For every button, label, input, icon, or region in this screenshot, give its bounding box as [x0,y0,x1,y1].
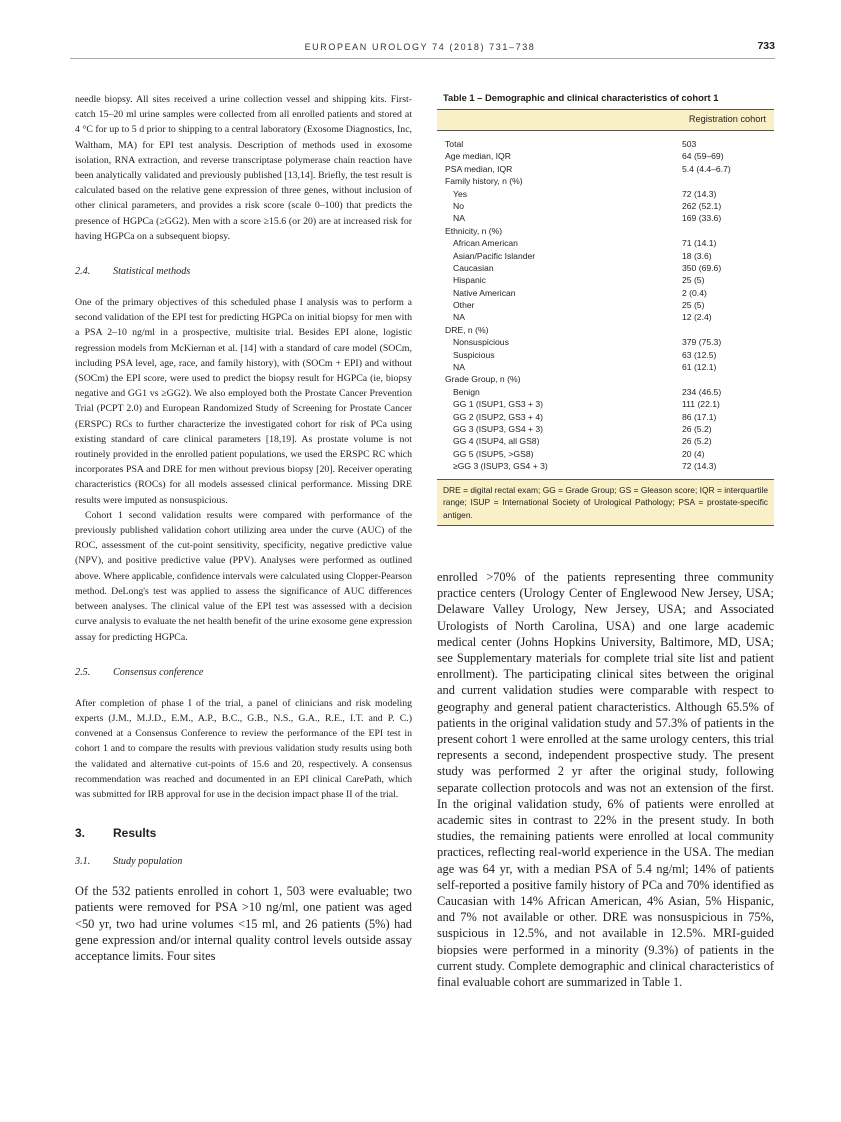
table-row [437,386,774,398]
table-row [437,448,774,460]
table-row [437,188,774,200]
section-2-4-heading [75,266,412,277]
table-row-value: 350 (69.6) [682,262,722,273]
table-row-label: Native American [453,287,516,298]
table-row-label: GG 4 (ISUP4, all GS8) [453,436,540,447]
running-header-journal: EUROPEAN UROLOGY 74 (2018) 731–738 [304,42,536,52]
table-row [437,349,774,361]
table-row-label: Caucasian [453,262,494,273]
statistical-methods-paragraph-1: One of the primary objectives of this scheduled phase I analysis was to perform a second validation of the EPI test for predicting HGPCa on initial biopsy for men with a PSA 2–10 ng/ml in a prospective, multisite trial. Besides EPI alone, logistic regression models from McKiernan et al. [14] with a standard of care model (SOCm, including PSA level, age, race, and family history), with (SOCm + EPI) and without (SOCm) the EPI score, were used to predict the biopsy result for HGPCa (ie, biopsy negative and GG1 vs ≥GG2). We also employed both the Prostate Cancer Prevention Trial (PCPT 2.0) and European Randomized Study of Screening for Prostate Cancer (ERSPC) RCs to further characterize the investigated cohort for risk of PCa using existing standard of care clinical parameters [18,19]. As prostate volume is not routinely provided in the enrolled patient populations, we used the ERSPC RC which incorporates PSA and DRE for men without previous biopsy [20]. Receiver operating characteristics (ROCs) for all models assessed clinical performance. Missing DRE results were imputed as nonsuspicious. [75,297,412,506]
table-row [437,237,774,249]
table-row-value: 234 (46.5) [682,386,722,397]
section-title: Results [113,826,157,841]
table-row-value: 262 (52.1) [682,200,722,211]
table-row-value: 63 (12.5) [682,349,717,360]
table-row-value: 26 (5.2) [682,423,712,434]
section-title: Study population [113,856,183,868]
table-row-label: Benign [453,386,480,397]
table-row-label: Suspicious [453,349,495,360]
header-divider [70,58,775,59]
table-row [437,150,774,162]
table-row-value: 12 (2.4) [682,312,712,323]
table-row [437,336,774,348]
table-row-label: NA [453,213,465,224]
table-row [437,163,774,175]
section-number: 2.5. [75,666,91,678]
section-number: 3. [75,826,86,841]
table-row-value: 72 (14.3) [682,461,717,472]
section-title: Consensus conference [113,666,204,678]
table-row-label: GG 2 (ISUP2, GS3 + 4) [453,411,544,422]
table-row [437,200,774,212]
table-row [437,373,774,385]
table-row-label: ≥GG 3 (ISUP3, GS4 + 3) [453,461,548,472]
table-row-value: 2 (0.4) [682,287,707,298]
table-row [437,299,774,311]
table-row-label: Age median, IQR [445,151,511,162]
table-row-value: 18 (3.6) [682,250,712,261]
table-row-value: 71 (14.1) [682,238,717,249]
statistical-methods-paragraph-2: Cohort 1 second validation results were compared with performance of the previously published validation cohort utilizing area under the curve (AUC) of the ROC, assessment of the cut-point sensitivity, specificity, negative predictive value (NPV), and positive predictive value (PPV). Analyses were performed as outlined above. Where applicable, confidence intervals were calculated using Clopper-Pearson method. DeLong's test was applied to assess the significance of AUC differences between analyses. The clinical value of the EPI test was assessed with a decision curve analysis to evaluate the net health benefit of the urine exosome gene expression assay for predicting HGPCa. [75,509,412,643]
table-row [437,460,774,472]
left-column [75,92,412,964]
table-row [437,287,774,299]
table-row-label: Other [453,300,475,311]
table-row-label: PSA median, IQR [445,163,513,174]
table-row [437,274,774,286]
table-row-label: NA [453,312,465,323]
table-row-value: 111 (22.1) [682,399,720,410]
table-row-label: Family history, n (%) [445,176,523,187]
table-row [437,361,774,373]
table-row-label: Grade Group, n (%) [445,374,521,385]
right-column [437,569,774,990]
table-row-value: 379 (75.3) [682,337,722,348]
table-row [437,250,774,262]
table-row-value: 503 [682,139,697,149]
study-population-paragraph: Of the 532 patients enrolled in cohort 1, 503 were evaluable; two patients were removed for PSA >10 ng/ml, one patient was aged <50 yr, two had urine volumes <15 ml, and 26 patients (5%) had gene expression and/or internal quality control levels outside assay acceptance limits. Four sites [75,884,412,963]
table-body [437,138,774,473]
table-row [437,262,774,274]
table-row [437,311,774,323]
table-row-value: 5.4 (4.4–6.7) [682,163,731,174]
table-row-value: 64 (59–69) [682,151,724,162]
table-row [437,138,774,150]
table-row-label: Ethnicity, n (%) [445,225,503,236]
table-row-value: 86 (17.1) [682,411,717,422]
table-row-value: 20 (4) [682,448,705,459]
section-number: 3.1. [75,856,91,868]
table-row-label: Yes [453,188,468,199]
table-row [437,423,774,435]
table-row-value: 25 (5) [682,300,705,311]
table-row-label: GG 1 (ISUP1, GS3 + 3) [453,399,544,410]
table-row-label: No [453,200,464,211]
table-row-label: Hispanic [453,275,486,286]
table-row [437,411,774,423]
table-column-header: Registration cohort [688,114,766,124]
table-row-label: GG 3 (ISUP3, GS4 + 3) [453,423,544,434]
table-row [437,398,774,410]
table-row [437,435,774,447]
continuation-text: enrolled >70% of the patients representing three community practice centers (Urology Center of Englewood New Jersey, USA; Delaware Valley Urology, New Jersey, USA; and Associated Urologists of North Carolina, USA) and one large academic medical center (Johns Hopkins University, Baltimore, MD, USA; see Supplementary materials for complete trial site list and patient enrollment). The participating clinical sites between the original and current validation studies were comparable with respect to geography and general patient characteristics. Although 65.5% of patients in the original validation study and 57.3% of patients in the present cohort 1 were enrolled at the same urology centers, this trial represents a second, independent prospective study. The present study was performed 2 yr after the original study, following separate collection protocols and was not an extension of the first. In the original validation study, 6% of patients were enrolled at academic sites in contrast to 22% in the present study. In both studies, the remaining patients were enrolled at local community practices, reflecting real-world experience in the USA. The median age was 64 yr, with a median PSA of 5.4 ng/ml; 14% of patients self-reported a positive family history of PCa and 70% identified as Caucasian with 14% African American, 4% Asian, 5% Hispanic, and 7% not available or other. DRE was nonsuspicious in 75%, suspicious in 12.5%, and not available in 12.5%. MRI-guided biopsies were performed in a minority (9.3%) of patients in the current study. Complete demographic and clinical characteristics of final evaluable cohort are summarized in Table 1. [437,570,774,990]
section-number: 2.4. [75,266,91,278]
table-title: Table 1 – Demographic and clinical characteristics of cohort 1 [443,92,719,103]
table-row [437,175,774,187]
table-row-label: NA [453,362,465,373]
table-row-label: DRE, n (%) [445,324,489,335]
table-row-value: 72 (14.3) [682,188,717,199]
table-row [437,225,774,237]
section-title: Statistical methods [113,266,191,278]
table-row-value: 61 (12.1) [682,362,717,373]
methods-intro-paragraph: needle biopsy. All sites received a urine collection vessel and shipping kits. First-catch 15–20 ml urine samples were collected from all enrolled patients and stored at 4 °C for up to 5 d prior to shipping to a central laboratory (Exosome Diagnostics, Inc, Waltham, MA) for EPI test analysis. Description of methods used in exosome isolation, RNA extraction, and reverse transcriptase polymerase chain reaction have been analytically validated and previously published [13,14]. Briefly, the test result is calculated based on the relative gene expression of three genes, without inclusion of other clinical parameters, and provides a risk score (scale 0–100) that predicts the presence of HGPCa (≥GG2). Men with a score ≥15.6 (or 20) are at increased risk for having HGPCa on a subsequent biopsy. [75,94,412,242]
table-row-value: 26 (5.2) [682,436,712,447]
page-number: 733 [757,40,775,52]
table-row-label: GG 5 (ISUP5, >GS8) [453,448,534,459]
table-1 [437,92,774,526]
table-row-label: Nonsuspicious [453,337,509,348]
table-header-row [437,109,774,131]
consensus-conference-paragraph: After completion of phase I of the trial, a panel of clinicians and risk modeling experts (J.M., M.J.D., E.M., A.P., B.C., G.B., N.S., G.A., R.E., I.T. and P. C.) convened at a Consensus Conference to review the performance of the EPI test in cohort 1 and to compare the results with previous validation study results using both the validated and alternative cut-points of 15.6 and 20, respectively. A consensus recommendation was reached and documented in an EPI clinical CarePath, which was submitted for IRB approval for use in the decision impact phase II of the trial. [75,697,412,800]
table-row [437,212,774,224]
section-2-5-heading [75,667,412,678]
table-row-label: African American [453,238,518,249]
section-3-heading [75,826,412,840]
table-row-value: 169 (33.6) [682,213,722,224]
table-row-label: Total [445,139,464,149]
table-row [437,324,774,336]
table-footnote: DRE = digital rectal exam; GG = Grade Group; GS = Gleason score; IQR = interquartile range; ISUP = International Society of Urological Pathology; PSA = prostate-specific antigen. [437,479,774,527]
table-row-value: 25 (5) [682,275,705,286]
table-row-label: Asian/Pacific Islander [453,250,536,261]
section-3-1-heading [75,856,412,867]
study-population-continuation [437,569,774,990]
